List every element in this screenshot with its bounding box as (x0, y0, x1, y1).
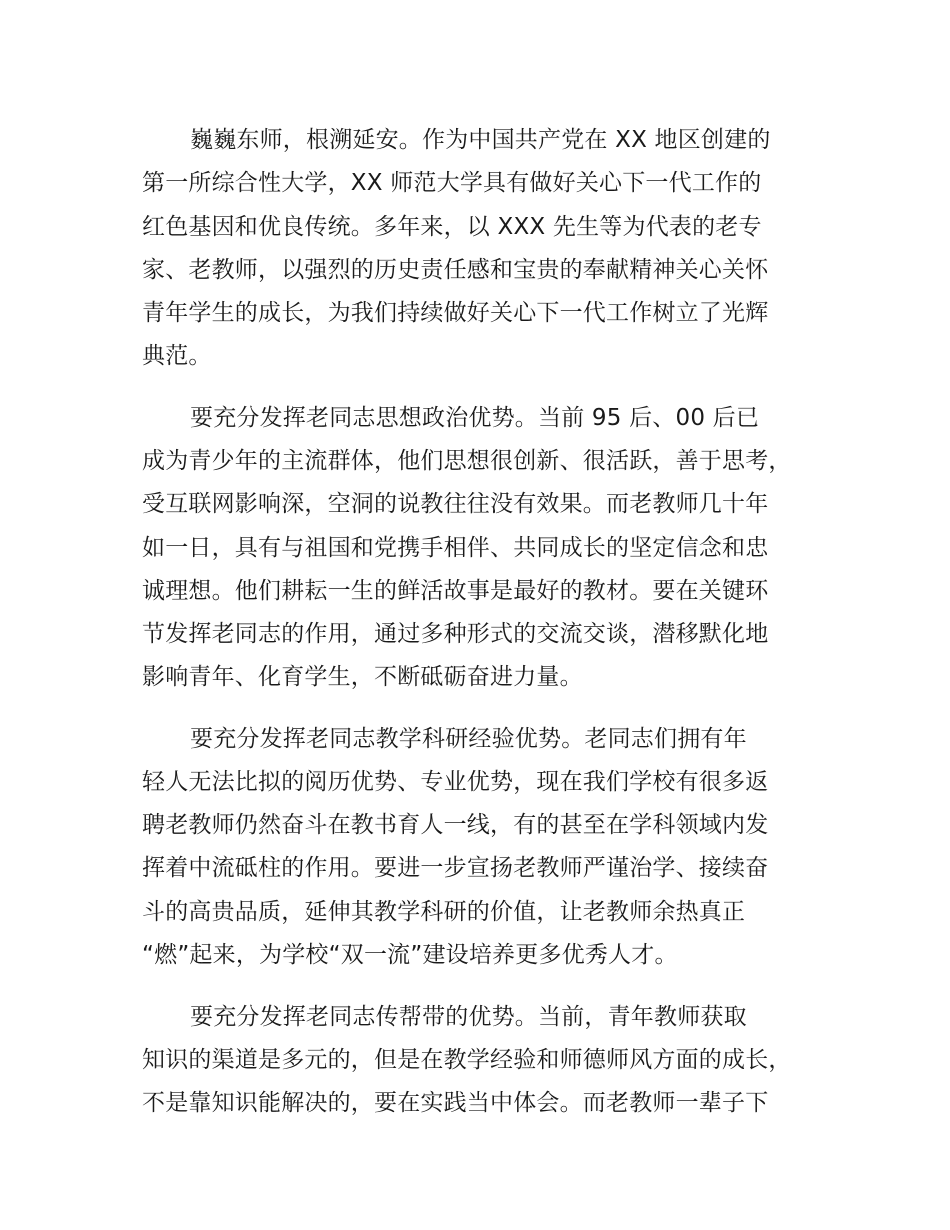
text-line: 聘老教师仍然奋斗在教书育人一线，有的甚至在学科领域内发 (142, 812, 769, 838)
text-line: 红色基因和优良传统。多年来，以 XXX 先生等为代表的老专 (142, 214, 762, 240)
text-line: 要充分发挥老同志思想政治优势。当前 95 后、00 后已 (190, 405, 760, 431)
text-line: 斗的高贵品质，延伸其教学科研的价值，让老教师余热真正 (142, 899, 746, 925)
text-line: 知识的渠道是多元的，但是在教学经验和师德师风方面的成长， (142, 1047, 792, 1073)
text-line: 节发挥老同志的作用，通过多种形式的交流交谈，潜移默化地 (142, 621, 769, 647)
text-line: 家、老教师，以强烈的历史责任感和宝贵的奉献精神关心关怀 (142, 257, 769, 283)
text-line: 影响青年、化育学生，不断砥砺奋进力量。 (142, 664, 583, 690)
text-line: 巍巍东师，根溯延安。作为中国共产党在 XX 地区创建的 (190, 127, 771, 153)
text-line: “燃”起来，为学校“双一流”建设培养更多优秀人才。 (142, 942, 678, 968)
text-line: 第一所综合性大学，XX 师范大学具有做好关心下一代工作的 (142, 170, 762, 196)
text-line: 如一日，具有与祖国和党携手相伴、共同成长的坚定信念和忠 (142, 535, 769, 561)
text-line: 成为青少年的主流群体，他们思想很创新、很活跃，善于思考， (142, 448, 792, 474)
text-line: 不是靠知识能解决的，要在实践当中体会。而老教师一辈子下 (142, 1090, 769, 1116)
text-line: 轻人无法比拟的阅历优势、专业优势，现在我们学校有很多返 (142, 769, 769, 795)
text-line: 要充分发挥老同志教学科研经验优势。老同志们拥有年 (190, 726, 747, 752)
text-line: 诚理想。他们耕耘一生的鲜活故事是最好的教材。要在关键环 (142, 578, 769, 604)
text-line: 要充分发挥老同志传帮带的优势。当前，青年教师获取 (190, 1004, 747, 1030)
text-line: 受互联网影响深，空洞的说教往往没有效果。而老教师几十年 (142, 491, 769, 517)
text-line: 典范。 (142, 343, 212, 369)
text-line: 挥着中流砥柱的作用。要进一步宣扬老教师严谨治学、接续奋 (142, 855, 769, 881)
text-line: 青年学生的成长，为我们持续做好关心下一代工作树立了光辉 (142, 300, 769, 326)
